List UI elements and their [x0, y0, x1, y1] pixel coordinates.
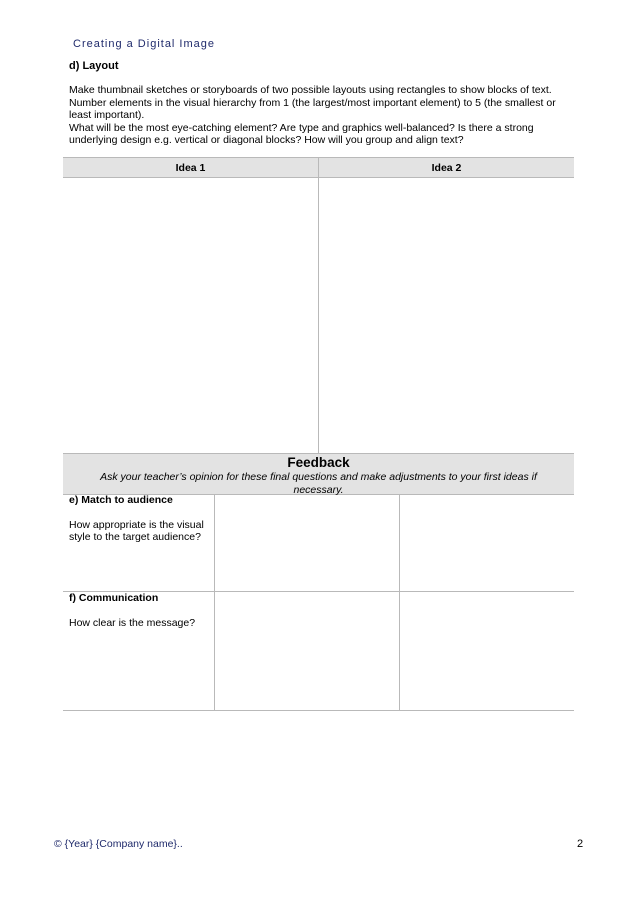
feedback-row-question: How clear is the message? — [69, 616, 196, 629]
page-number: 2 — [577, 838, 584, 850]
feedback-row — [63, 494, 574, 592]
instruction-paragraph: What will be the most eye-catching element? Are type and graphics well-balanced? Is there a strong underlying design e.g. vertical or diagonal blocks? How will you group and align text? — [69, 121, 534, 147]
feedback-header — [63, 453, 574, 495]
feedback-row-question: How appropriate is the visual style to the target audience? — [69, 518, 204, 544]
idea-2-sketch-area[interactable] — [319, 178, 575, 455]
idea-1-header: Idea 1 — [63, 158, 319, 178]
feedback-subtitle: Ask your teacher’s opinion for these final questions and make adjustments to your first ideas if necessary. — [100, 471, 537, 496]
feedback-answer-cell[interactable] — [400, 592, 575, 711]
document-title: Creating a Digital Image — [73, 38, 216, 50]
instruction-paragraph: Make thumbnail sketches or storyboards of two possible layouts using rectangles to show blocks of text. Number elements in the visual hierarchy from 1 (the largest/most important element) to 5 (the smallest or least important). — [69, 84, 556, 122]
feedback-answer-cell[interactable] — [215, 494, 400, 592]
idea-1-sketch-area[interactable] — [63, 178, 319, 455]
feedback-question-cell — [63, 494, 215, 592]
footer-copyright: © {Year} {Company name}.. — [54, 838, 183, 850]
feedback-row-label: e) Match to audience — [69, 494, 173, 506]
feedback-title: Feedback — [287, 455, 350, 470]
feedback-answer-cell[interactable] — [400, 494, 575, 592]
feedback-question-cell — [63, 592, 215, 711]
ideas-table — [63, 157, 574, 454]
feedback-row-label: f) Communication — [69, 592, 159, 604]
instructions — [69, 84, 574, 147]
feedback-answer-cell[interactable] — [215, 592, 400, 711]
feedback-row — [63, 592, 574, 711]
idea-2-header: Idea 2 — [319, 158, 575, 178]
feedback-table — [63, 494, 574, 711]
section-heading: d) Layout — [69, 60, 119, 72]
